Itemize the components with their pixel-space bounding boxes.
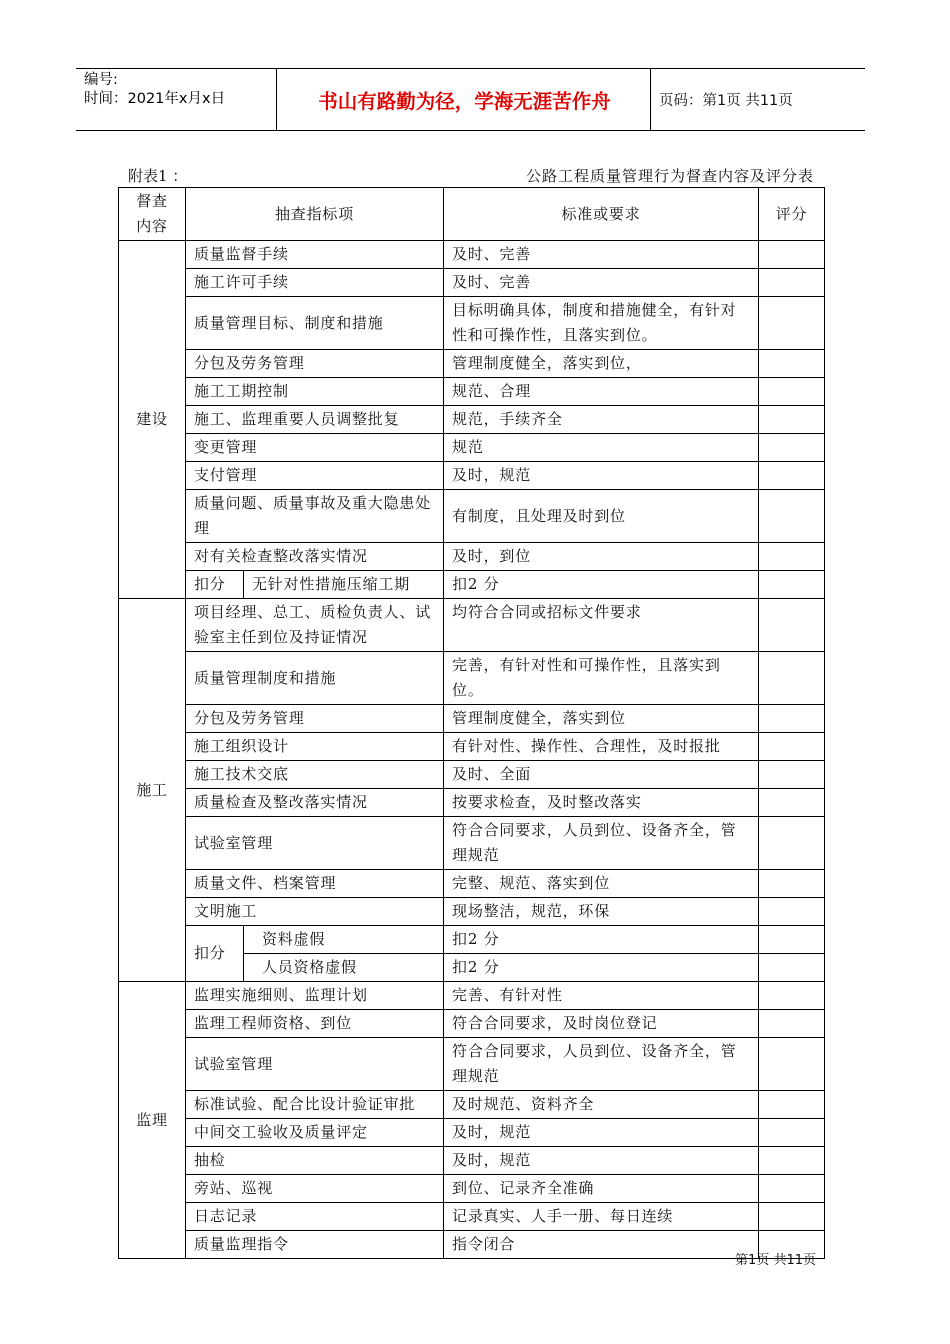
- score-cell[interactable]: [759, 1175, 825, 1203]
- item-cell: 质量问题、质量事故及重大隐患处理: [186, 490, 444, 543]
- deduction-standard: 扣2 分: [444, 571, 759, 599]
- table-row: [119, 462, 825, 490]
- item-cell: 分包及劳务管理: [186, 350, 444, 378]
- item-cell: 分包及劳务管理: [186, 705, 444, 733]
- score-cell[interactable]: [759, 490, 825, 543]
- item-cell: 质量文件、档案管理: [186, 870, 444, 898]
- item-cell: 抽检: [186, 1147, 444, 1175]
- standard-cell: 符合合同要求，及时岗位登记: [444, 1010, 759, 1038]
- score-cell[interactable]: [759, 733, 825, 761]
- standard-cell: 均符合合同或招标文件要求: [444, 599, 759, 652]
- table-row: [119, 406, 825, 434]
- header-category: 督查 内容: [119, 188, 186, 241]
- item-cell: 质量管理目标、制度和措施: [186, 297, 444, 350]
- document-header: [76, 68, 865, 131]
- inspection-table: [118, 187, 825, 1259]
- table-row: [119, 733, 825, 761]
- table-row: [119, 434, 825, 462]
- table-row: [119, 543, 825, 571]
- score-cell[interactable]: [759, 954, 825, 982]
- category-contractor: 施工: [119, 599, 186, 982]
- score-cell[interactable]: [759, 1203, 825, 1231]
- item-cell: 试验室管理: [186, 1038, 444, 1091]
- item-cell: 变更管理: [186, 434, 444, 462]
- standard-cell: 及时、完善: [444, 241, 759, 269]
- deduction-row: [119, 926, 825, 954]
- standard-cell: 及时、全面: [444, 761, 759, 789]
- score-cell[interactable]: [759, 898, 825, 926]
- deduction-label: 扣分: [186, 926, 244, 982]
- item-cell: 监理实施细则、监理计划: [186, 982, 444, 1010]
- table-row: [119, 490, 825, 543]
- item-cell: 项目经理、总工、质检负责人、试验室主任到位及持证情况: [186, 599, 444, 652]
- score-cell[interactable]: [759, 571, 825, 599]
- score-cell[interactable]: [759, 599, 825, 652]
- score-cell[interactable]: [759, 297, 825, 350]
- item-cell: 监理工程师资格、到位: [186, 1010, 444, 1038]
- item-cell: 质量监理指令: [186, 1231, 444, 1259]
- table-row: [119, 1119, 825, 1147]
- table-row: [119, 1203, 825, 1231]
- standard-cell: 规范、合理: [444, 378, 759, 406]
- score-cell[interactable]: [759, 543, 825, 571]
- score-cell[interactable]: [759, 1091, 825, 1119]
- header-motto: 书山有路勤为径，学海无涯苦作舟: [318, 89, 611, 113]
- score-cell[interactable]: [759, 926, 825, 954]
- table-row: [119, 817, 825, 870]
- item-cell: 施工、监理重要人员调整批复: [186, 406, 444, 434]
- table-row: [119, 652, 825, 705]
- table-row: [119, 599, 825, 652]
- deduction-row: [119, 571, 825, 599]
- score-cell[interactable]: [759, 350, 825, 378]
- standard-cell: 记录真实、人手一册、每日连续: [444, 1203, 759, 1231]
- table-title: 公路工程质量管理行为督查内容及评分表: [525, 167, 814, 185]
- item-cell: 中间交工验收及质量评定: [186, 1119, 444, 1147]
- table-row: [119, 1175, 825, 1203]
- deduction-item: 人员资格虚假: [244, 954, 444, 982]
- header-standard: 标准或要求: [444, 188, 759, 241]
- item-cell: 日志记录: [186, 1203, 444, 1231]
- score-cell[interactable]: [759, 705, 825, 733]
- table-row: [119, 1091, 825, 1119]
- table-row: [119, 789, 825, 817]
- standard-cell: 现场整洁，规范，环保: [444, 898, 759, 926]
- score-cell[interactable]: [759, 378, 825, 406]
- table-header-row: [119, 188, 825, 241]
- standard-cell: 管理制度健全，落实到位，: [444, 350, 759, 378]
- standard-cell: 到位、记录齐全准确: [444, 1175, 759, 1203]
- score-cell[interactable]: [759, 269, 825, 297]
- item-cell: 质量监督手续: [186, 241, 444, 269]
- deduction-standard: 扣2 分: [444, 926, 759, 954]
- footer-page-number: 第1页 共11页: [735, 1253, 816, 1268]
- category-construction: 建设: [119, 241, 186, 599]
- score-cell[interactable]: [759, 1038, 825, 1091]
- header-item: 抽查指标项: [186, 188, 444, 241]
- table-row: [119, 898, 825, 926]
- item-cell: 试验室管理: [186, 817, 444, 870]
- table-row: [119, 269, 825, 297]
- item-cell: 施工技术交底: [186, 761, 444, 789]
- table-row: [119, 297, 825, 350]
- header-score: 评分: [759, 188, 825, 241]
- standard-cell: 完整、规范、落实到位: [444, 870, 759, 898]
- table-row: [119, 870, 825, 898]
- score-cell[interactable]: [759, 434, 825, 462]
- item-cell: 施工工期控制: [186, 378, 444, 406]
- score-cell[interactable]: [759, 462, 825, 490]
- standard-cell: 及时，到位: [444, 543, 759, 571]
- category-supervision: 监理: [119, 982, 186, 1259]
- header-meta: [84, 71, 225, 109]
- standard-cell: 及时，规范: [444, 1147, 759, 1175]
- score-cell[interactable]: [759, 406, 825, 434]
- table-row: [119, 378, 825, 406]
- table-row: [119, 705, 825, 733]
- score-cell[interactable]: [759, 817, 825, 870]
- header-page-number: 页码：第1页 共11页: [659, 93, 793, 109]
- time-label: 时间：2021年x月x日: [84, 91, 226, 107]
- score-cell[interactable]: [759, 982, 825, 1010]
- table-row: [119, 350, 825, 378]
- score-cell[interactable]: [759, 1147, 825, 1175]
- standard-cell: 完善、有针对性: [444, 982, 759, 1010]
- score-cell[interactable]: [759, 241, 825, 269]
- deduction-standard: 扣2 分: [444, 954, 759, 982]
- standard-cell: 管理制度健全，落实到位: [444, 705, 759, 733]
- item-cell: 对有关检查整改落实情况: [186, 543, 444, 571]
- table-row: [119, 1038, 825, 1091]
- table-row: [119, 1231, 825, 1259]
- item-cell: 施工组织设计: [186, 733, 444, 761]
- standard-cell: 及时，规范: [444, 1119, 759, 1147]
- deduction-label: 扣分: [186, 571, 244, 599]
- score-cell[interactable]: [759, 761, 825, 789]
- score-cell[interactable]: [759, 652, 825, 705]
- standard-cell: 目标明确具体，制度和措施健全，有针对性和可操作性，且落实到位。: [444, 297, 759, 350]
- item-cell: 支付管理: [186, 462, 444, 490]
- header-divider: [276, 69, 277, 130]
- deduction-item: 资料虚假: [244, 926, 444, 954]
- item-cell: 质量管理制度和措施: [186, 652, 444, 705]
- item-cell: 质量检查及整改落实情况: [186, 789, 444, 817]
- item-cell: 文明施工: [186, 898, 444, 926]
- appendix-label: 附表1 ：: [128, 167, 188, 185]
- item-cell: 旁站、巡视: [186, 1175, 444, 1203]
- header-divider: [650, 69, 651, 130]
- standard-cell: 及时、完善: [444, 269, 759, 297]
- score-cell[interactable]: [759, 1119, 825, 1147]
- table-row: [119, 241, 825, 269]
- standard-cell: 完善，有针对性和可操作性，且落实到位。: [444, 652, 759, 705]
- standard-cell: 符合合同要求，人员到位、设备齐全，管理规范: [444, 817, 759, 870]
- standard-cell: 有针对性、操作性、合理性，及时报批: [444, 733, 759, 761]
- item-cell: 施工许可手续: [186, 269, 444, 297]
- standard-cell: 符合合同要求，人员到位、设备齐全，管理规范: [444, 1038, 759, 1091]
- standard-cell: 按要求检查，及时整改落实: [444, 789, 759, 817]
- standard-cell: 有制度，且处理及时到位: [444, 490, 759, 543]
- table-row: [119, 982, 825, 1010]
- standard-cell: 规范: [444, 434, 759, 462]
- standard-cell: 及时规范、资料齐全: [444, 1091, 759, 1119]
- item-cell: 标准试验、配合比设计验证审批: [186, 1091, 444, 1119]
- standard-cell: 指令闭合: [444, 1231, 759, 1259]
- score-cell[interactable]: [759, 870, 825, 898]
- table-row: [119, 1147, 825, 1175]
- score-cell[interactable]: [759, 1010, 825, 1038]
- deduction-item: 无针对性措施压缩工期: [244, 571, 444, 599]
- standard-cell: 及时，规范: [444, 462, 759, 490]
- table-row: [119, 761, 825, 789]
- number-label: 编号:: [84, 72, 118, 88]
- standard-cell: 规范，手续齐全: [444, 406, 759, 434]
- table-row: [119, 1010, 825, 1038]
- score-cell[interactable]: [759, 789, 825, 817]
